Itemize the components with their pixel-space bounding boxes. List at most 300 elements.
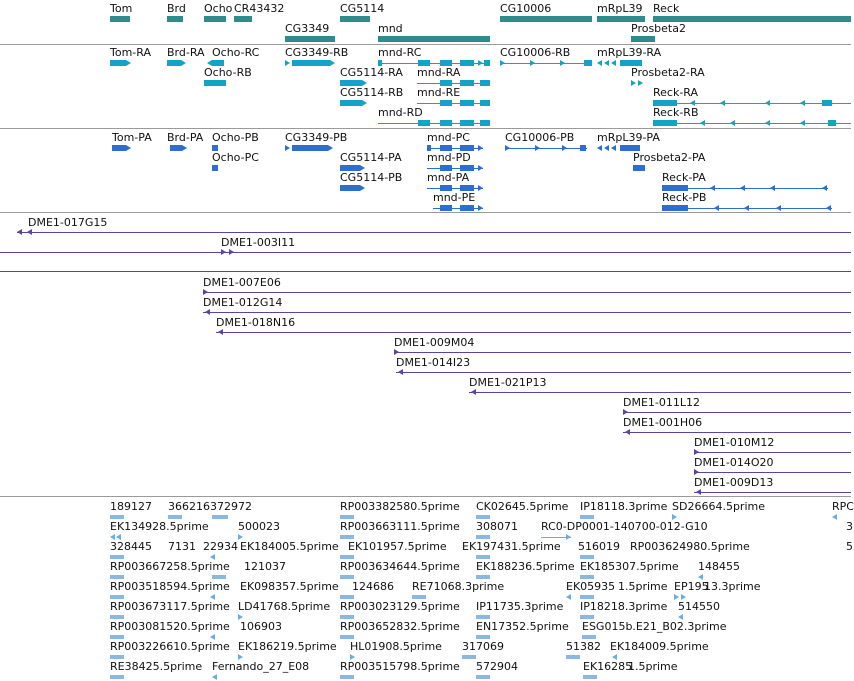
- strand-arrow: [360, 185, 365, 191]
- transcript-glyph[interactable]: [212, 60, 224, 66]
- strand-arrow: [203, 289, 208, 295]
- est-glyph[interactable]: [462, 655, 476, 659]
- est-glyph[interactable]: [580, 615, 594, 619]
- strand-arrow: [328, 145, 333, 151]
- gene-label[interactable]: CR43432: [234, 2, 285, 15]
- strand-arrow: [562, 145, 567, 151]
- protein-glyph[interactable]: [460, 165, 474, 171]
- transcript-glyph[interactable]: [440, 80, 452, 86]
- transcript-label[interactable]: Brd-RA: [167, 46, 205, 59]
- strand-arrow: [530, 60, 535, 66]
- est-label[interactable]: EN17352.5prime: [476, 620, 569, 633]
- clone-line[interactable]: [396, 372, 851, 373]
- est-label[interactable]: RP003515798.5prime: [340, 660, 460, 673]
- gene-label[interactable]: Prosbeta2: [631, 22, 686, 35]
- strand-arrow: [694, 449, 699, 455]
- clone-label[interactable]: DME1-012G14: [203, 296, 283, 309]
- strand-arrow: [181, 60, 186, 66]
- est-glyph[interactable]: [340, 555, 354, 559]
- protein-glyph[interactable]: [292, 145, 328, 151]
- est-label[interactable]: EK134928.5prime: [110, 520, 209, 533]
- est-label[interactable]: 516019: [578, 540, 620, 553]
- est-label[interactable]: 5: [846, 540, 853, 553]
- gene-glyph[interactable]: [597, 16, 645, 22]
- protein-label[interactable]: Tom-PA: [112, 131, 152, 144]
- gene-label[interactable]: mnd: [378, 22, 403, 35]
- est-glyph[interactable]: [580, 575, 594, 579]
- est-glyph[interactable]: [476, 555, 490, 559]
- est-glyph[interactable]: [110, 635, 124, 639]
- est-label[interactable]: 514550: [678, 600, 720, 613]
- protein-label[interactable]: mnd-PD: [427, 151, 471, 164]
- est-label[interactable]: RP003673117.5prime: [110, 600, 230, 613]
- clone-label[interactable]: DME1-014I23: [396, 356, 471, 369]
- est-glyph[interactable]: [580, 555, 594, 559]
- strand-arrow: [611, 60, 616, 66]
- strand-arrow: [17, 229, 22, 235]
- strand-arrow: [212, 674, 217, 680]
- transcript-label[interactable]: CG5114-RA: [340, 66, 403, 79]
- est-glyph[interactable]: [340, 595, 354, 599]
- strand-arrow: [330, 60, 335, 66]
- est-label[interactable]: EK197431.5prime: [462, 540, 561, 553]
- est-glyph[interactable]: [476, 615, 490, 619]
- est-label[interactable]: HL01908.5prime: [350, 640, 442, 653]
- clone-label[interactable]: DME1-009D13: [694, 476, 774, 489]
- est-glyph[interactable]: [476, 535, 490, 539]
- protein-glyph[interactable]: [170, 145, 182, 151]
- est-glyph[interactable]: [340, 575, 354, 579]
- strand-arrow: [597, 145, 602, 151]
- gene-label[interactable]: CG3349: [285, 22, 330, 35]
- protein-label[interactable]: CG5114-PA: [340, 151, 402, 164]
- transcript-glyph[interactable]: [110, 60, 126, 66]
- transcript-glyph[interactable]: [460, 100, 474, 106]
- strand-arrow: [770, 185, 775, 191]
- gene-glyph[interactable]: [378, 36, 490, 42]
- clone-label[interactable]: DME1-003I11: [221, 236, 296, 249]
- strand-arrow: [765, 100, 770, 106]
- est-glyph[interactable]: [110, 515, 124, 519]
- gene-glyph[interactable]: [204, 16, 226, 22]
- gene-glyph[interactable]: [500, 16, 592, 22]
- strand-arrow: [720, 100, 725, 106]
- track-separator: [0, 44, 851, 45]
- strand-arrow: [566, 534, 571, 540]
- gene-label[interactable]: Tom: [110, 2, 133, 15]
- clone-label[interactable]: DME1-007E06: [203, 276, 281, 289]
- est-label[interactable]: EK184009.5prime: [610, 640, 709, 653]
- est-label[interactable]: CK02645.5prime: [476, 500, 569, 513]
- transcript-glyph[interactable]: [418, 60, 430, 66]
- protein-glyph[interactable]: [662, 185, 688, 191]
- est-glyph[interactable]: [566, 655, 580, 659]
- strand-arrow: [740, 185, 745, 191]
- strand-arrow: [221, 249, 226, 255]
- transcript-glyph[interactable]: [653, 120, 677, 126]
- est-label[interactable]: RP003226610.5prime: [110, 640, 230, 653]
- est-label[interactable]: 317069: [462, 640, 504, 653]
- strand-arrow: [560, 60, 565, 66]
- transcript-glyph[interactable]: [620, 60, 642, 66]
- est-label[interactable]: 7131: [168, 540, 196, 553]
- est-label[interactable]: LD41768.5prime: [238, 600, 331, 613]
- est-label[interactable]: EK16285: [583, 660, 633, 673]
- strand-arrow: [826, 205, 831, 211]
- protein-glyph[interactable]: [460, 145, 474, 151]
- strand-arrow: [478, 145, 483, 151]
- est-label[interactable]: 1.5prime: [628, 660, 678, 673]
- protein-glyph[interactable]: [620, 145, 640, 151]
- transcript-glyph[interactable]: [653, 100, 677, 106]
- est-label[interactable]: EP195: [674, 580, 709, 593]
- strand-arrow: [394, 349, 399, 355]
- strand-arrow: [505, 145, 510, 151]
- clone-label[interactable]: DME1-011L12: [623, 396, 700, 409]
- protein-label[interactable]: mnd-PC: [427, 131, 470, 144]
- transcript-glyph[interactable]: [292, 60, 330, 66]
- protein-label[interactable]: Reck-PA: [662, 171, 706, 184]
- protein-glyph[interactable]: [440, 185, 452, 191]
- transcript-glyph[interactable]: [584, 60, 592, 66]
- est-glyph[interactable]: [212, 575, 226, 579]
- est-label[interactable]: EK188236.5prime: [476, 560, 575, 573]
- est-glyph[interactable]: [412, 595, 426, 599]
- strand-arrow: [218, 329, 223, 335]
- strand-arrow: [611, 145, 616, 151]
- est-label[interactable]: RP003382580.5prime: [340, 500, 460, 513]
- transcript-label[interactable]: CG3349-RB: [285, 46, 349, 59]
- clone-label[interactable]: DME1-021P13: [469, 376, 547, 389]
- gene-label[interactable]: Reck: [653, 2, 680, 15]
- est-glyph[interactable]: [168, 515, 182, 519]
- est-label[interactable]: RC0-DP0001-140700-012-G10: [541, 520, 708, 533]
- est-glyph[interactable]: [580, 595, 594, 599]
- gene-label[interactable]: CG5114: [340, 2, 385, 15]
- transcript-glyph[interactable]: [480, 100, 490, 106]
- protein-label[interactable]: Ocho-PC: [212, 151, 259, 164]
- strand-arrow: [604, 60, 609, 66]
- gene-glyph[interactable]: [285, 36, 335, 42]
- est-glyph[interactable]: [476, 515, 490, 519]
- protein-label[interactable]: mnd-PA: [427, 171, 470, 184]
- strand-arrow: [478, 60, 483, 66]
- transcript-glyph[interactable]: [340, 100, 362, 106]
- protein-label[interactable]: Prosbeta2-PA: [633, 151, 706, 164]
- est-label[interactable]: 308071: [476, 520, 518, 533]
- intron-line: [427, 168, 483, 169]
- est-label[interactable]: 51382: [566, 640, 601, 653]
- transcript-label[interactable]: Reck-RB: [653, 106, 699, 119]
- est-label[interactable]: 1.5prime: [618, 580, 668, 593]
- clone-line[interactable]: [0, 271, 851, 272]
- est-label[interactable]: RP003624980.5prime: [630, 540, 750, 553]
- transcript-label[interactable]: CG5114-RB: [340, 86, 404, 99]
- protein-glyph[interactable]: [633, 165, 645, 171]
- gene-label[interactable]: Ocho: [204, 2, 233, 15]
- est-label[interactable]: EK185307.5prime: [580, 560, 679, 573]
- transcript-glyph[interactable]: [460, 120, 474, 126]
- est-glyph[interactable]: [582, 635, 596, 639]
- transcript-label[interactable]: CG10006-RB: [500, 46, 571, 59]
- intron-line: [500, 63, 592, 64]
- clone-line[interactable]: [694, 492, 851, 493]
- strand-arrow: [744, 205, 749, 211]
- transcript-glyph[interactable]: [340, 80, 362, 86]
- est-label[interactable]: 121037: [244, 560, 286, 573]
- est-label[interactable]: EK05935: [566, 580, 616, 593]
- protein-glyph[interactable]: [440, 205, 452, 211]
- est-glyph[interactable]: [340, 615, 354, 619]
- transcript-glyph[interactable]: [440, 100, 452, 106]
- transcript-label[interactable]: Ocho-RB: [204, 66, 252, 79]
- est-label[interactable]: RP003667258.5prime: [110, 560, 230, 573]
- est-glyph[interactable]: [340, 515, 354, 519]
- transcript-glyph[interactable]: [440, 60, 452, 66]
- est-label[interactable]: RE71068.3prime: [412, 580, 505, 593]
- strand-arrow: [126, 60, 131, 66]
- est-glyph[interactable]: [110, 575, 124, 579]
- clone-line[interactable]: [17, 232, 851, 233]
- transcript-glyph[interactable]: [418, 120, 430, 126]
- protein-label[interactable]: Ocho-PB: [212, 131, 259, 144]
- est-label[interactable]: 189127: [110, 500, 152, 513]
- est-label[interactable]: RP003023129.5prime: [340, 600, 460, 613]
- gene-glyph[interactable]: [631, 36, 655, 42]
- transcript-label[interactable]: Prosbeta2-RA: [631, 66, 705, 79]
- protein-glyph[interactable]: [440, 145, 452, 151]
- est-label[interactable]: RP003634644.5prime: [340, 560, 460, 573]
- strand-arrow: [597, 60, 602, 66]
- strand-arrow: [207, 60, 212, 66]
- transcript-glyph[interactable]: [460, 60, 474, 66]
- strand-arrow: [690, 100, 695, 106]
- clone-label[interactable]: DME1-010M12: [694, 436, 775, 449]
- strand-arrow: [229, 249, 234, 255]
- est-label[interactable]: SD26664.5prime: [672, 500, 765, 513]
- transcript-label[interactable]: Ocho-RC: [212, 46, 260, 59]
- est-label[interactable]: 328445: [110, 540, 152, 553]
- est-label[interactable]: EK186219.5prime: [238, 640, 337, 653]
- clone-line[interactable]: [216, 332, 851, 333]
- strand-arrow: [27, 229, 32, 235]
- clone-line[interactable]: [623, 412, 851, 413]
- clone-label[interactable]: DME1-018N16: [216, 316, 296, 329]
- transcript-glyph[interactable]: [378, 60, 382, 66]
- protein-label[interactable]: mnd-PE: [433, 191, 476, 204]
- est-label[interactable]: IP18118.3prime: [580, 500, 668, 513]
- est-label[interactable]: RE38425.5prime: [110, 660, 203, 673]
- clone-label[interactable]: DME1-009M04: [394, 336, 475, 349]
- intron-line: [653, 123, 851, 124]
- strand-arrow: [500, 60, 505, 66]
- transcript-glyph[interactable]: [440, 120, 452, 126]
- strand-arrow: [700, 120, 705, 126]
- est-glyph[interactable]: [110, 595, 124, 599]
- est-label[interactable]: 3: [846, 520, 853, 533]
- est-label[interactable]: ESG015b.E21_B02.3prime: [582, 620, 727, 633]
- est-label[interactable]: EK184005.5prime: [240, 540, 339, 553]
- clone-line[interactable]: [469, 392, 851, 393]
- est-label[interactable]: 500023: [238, 520, 280, 533]
- est-label[interactable]: 22934: [203, 540, 238, 553]
- clone-line[interactable]: [694, 472, 851, 473]
- transcript-glyph[interactable]: [460, 80, 474, 86]
- transcript-glyph[interactable]: [480, 120, 490, 126]
- protein-label[interactable]: CG3349-PB: [285, 131, 348, 144]
- strand-arrow: [362, 80, 367, 86]
- est-label[interactable]: 148455: [698, 560, 740, 573]
- transcript-label[interactable]: mnd-RD: [378, 106, 423, 119]
- intron-line: [427, 148, 483, 149]
- strand-arrow: [535, 145, 540, 151]
- est-glyph[interactable]: [476, 635, 490, 639]
- track-separator: [0, 128, 851, 129]
- transcript-glyph[interactable]: [204, 80, 226, 86]
- clone-line[interactable]: [203, 292, 851, 293]
- strand-arrow: [625, 429, 630, 435]
- intron-line: [505, 148, 587, 149]
- est-label[interactable]: IP11735.3prime: [476, 600, 564, 613]
- strand-arrow: [604, 145, 609, 151]
- protein-glyph[interactable]: [460, 185, 474, 191]
- gene-label[interactable]: CG10006: [500, 2, 552, 15]
- est-glyph[interactable]: [340, 675, 354, 679]
- est-label[interactable]: RPC: [832, 500, 854, 513]
- est-glyph[interactable]: [340, 535, 354, 539]
- gene-label[interactable]: mRpL39: [597, 2, 643, 15]
- protein-glyph[interactable]: [427, 145, 431, 151]
- transcript-label[interactable]: mnd-RA: [417, 66, 461, 79]
- transcript-label[interactable]: mnd-RE: [417, 86, 461, 99]
- strand-arrow: [360, 165, 365, 171]
- clone-line[interactable]: [694, 452, 851, 453]
- strand-arrow: [631, 80, 636, 86]
- transcript-label[interactable]: mRpL39-RA: [597, 46, 662, 59]
- clone-line[interactable]: [623, 432, 851, 433]
- est-glyph[interactable]: [476, 575, 490, 579]
- est-glyph[interactable]: [580, 515, 594, 519]
- strand-arrow: [285, 60, 290, 66]
- transcript-glyph[interactable]: [828, 120, 836, 126]
- gene-glyph[interactable]: [110, 16, 130, 22]
- clone-label[interactable]: DME1-014O20: [694, 456, 774, 469]
- transcript-label[interactable]: Tom-RA: [110, 46, 151, 59]
- track-separator: [0, 496, 851, 497]
- strand-arrow: [696, 489, 701, 495]
- est-label[interactable]: 366216372972: [168, 500, 252, 513]
- strand-arrow: [471, 389, 476, 395]
- gene-label[interactable]: Brd: [167, 2, 186, 15]
- strand-arrow: [776, 205, 781, 211]
- strand-arrow: [182, 145, 187, 151]
- est-label[interactable]: 106903: [240, 620, 282, 633]
- strand-arrow: [205, 309, 210, 315]
- gene-glyph[interactable]: [340, 16, 370, 22]
- est-glyph[interactable]: [583, 675, 597, 679]
- protein-glyph[interactable]: [212, 165, 218, 171]
- est-glyph[interactable]: [110, 675, 124, 679]
- est-label[interactable]: RP003663111.5prime: [340, 520, 460, 533]
- est-label[interactable]: RP003518594.5prime: [110, 580, 230, 593]
- gene-glyph[interactable]: [234, 16, 252, 22]
- clone-line[interactable]: [203, 312, 851, 313]
- est-label[interactable]: EK098357.5prime: [240, 580, 339, 593]
- strand-arrow: [730, 120, 735, 126]
- transcript-glyph[interactable]: [480, 80, 490, 86]
- strand-arrow: [285, 145, 290, 151]
- protein-glyph[interactable]: [580, 145, 586, 151]
- protein-glyph[interactable]: [440, 165, 452, 171]
- gene-glyph[interactable]: [167, 16, 183, 22]
- strand-arrow: [822, 185, 827, 191]
- est-label[interactable]: 124686: [352, 580, 394, 593]
- strand-arrow: [623, 409, 628, 415]
- protein-label[interactable]: Reck-PB: [662, 191, 707, 204]
- strand-arrow: [800, 120, 805, 126]
- strand-arrow: [398, 369, 403, 375]
- strand-arrow: [126, 145, 131, 151]
- track-separator: [0, 212, 851, 213]
- protein-glyph[interactable]: [340, 165, 360, 171]
- strand-arrow: [710, 185, 715, 191]
- gene-glyph[interactable]: [653, 16, 851, 22]
- protein-label[interactable]: Brd-PA: [167, 131, 204, 144]
- strand-arrow: [478, 165, 483, 171]
- est-label[interactable]: EK101957.5prime: [348, 540, 447, 553]
- protein-glyph[interactable]: [212, 145, 218, 151]
- strand-arrow: [832, 514, 837, 520]
- transcript-glyph[interactable]: [167, 60, 181, 66]
- protein-glyph[interactable]: [662, 205, 688, 211]
- strand-arrow: [362, 100, 367, 106]
- est-label[interactable]: IP18218.3prime: [580, 600, 668, 613]
- est-glyph[interactable]: [476, 675, 490, 679]
- est-label[interactable]: RP003081520.5prime: [110, 620, 230, 633]
- est-glyph[interactable]: [110, 555, 124, 559]
- strand-arrow: [714, 205, 719, 211]
- est-label[interactable]: 572904: [476, 660, 518, 673]
- strand-arrow: [478, 205, 483, 211]
- transcript-glyph[interactable]: [822, 100, 832, 106]
- protein-glyph[interactable]: [340, 185, 360, 191]
- est-glyph[interactable]: [212, 515, 228, 519]
- transcript-label[interactable]: mnd-RC: [378, 46, 422, 59]
- strand-arrow: [638, 80, 643, 86]
- transcript-glyph[interactable]: [484, 60, 490, 66]
- est-glyph[interactable]: [110, 655, 124, 659]
- est-glyph[interactable]: [110, 615, 124, 619]
- strand-arrow: [800, 100, 805, 106]
- protein-glyph[interactable]: [112, 145, 126, 151]
- est-label[interactable]: RP003652832.5prime: [340, 620, 460, 633]
- est-label[interactable]: 13.3prime: [704, 580, 761, 593]
- clone-line[interactable]: [394, 352, 851, 353]
- clone-line[interactable]: [0, 252, 851, 253]
- clone-label[interactable]: DME1-017G15: [28, 216, 108, 229]
- protein-label[interactable]: mRpL39-PA: [597, 131, 660, 144]
- protein-label[interactable]: CG5114-PB: [340, 171, 403, 184]
- est-label[interactable]: Fernando_27_E08: [212, 660, 310, 673]
- protein-glyph[interactable]: [460, 205, 474, 211]
- protein-label[interactable]: CG10006-PB: [505, 131, 575, 144]
- strand-arrow: [765, 120, 770, 126]
- clone-label[interactable]: DME1-001H06: [623, 416, 703, 429]
- strand-arrow: [694, 469, 699, 475]
- transcript-label[interactable]: Reck-RA: [653, 86, 699, 99]
- strand-arrow: [478, 185, 483, 191]
- est-glyph[interactable]: [340, 635, 354, 639]
